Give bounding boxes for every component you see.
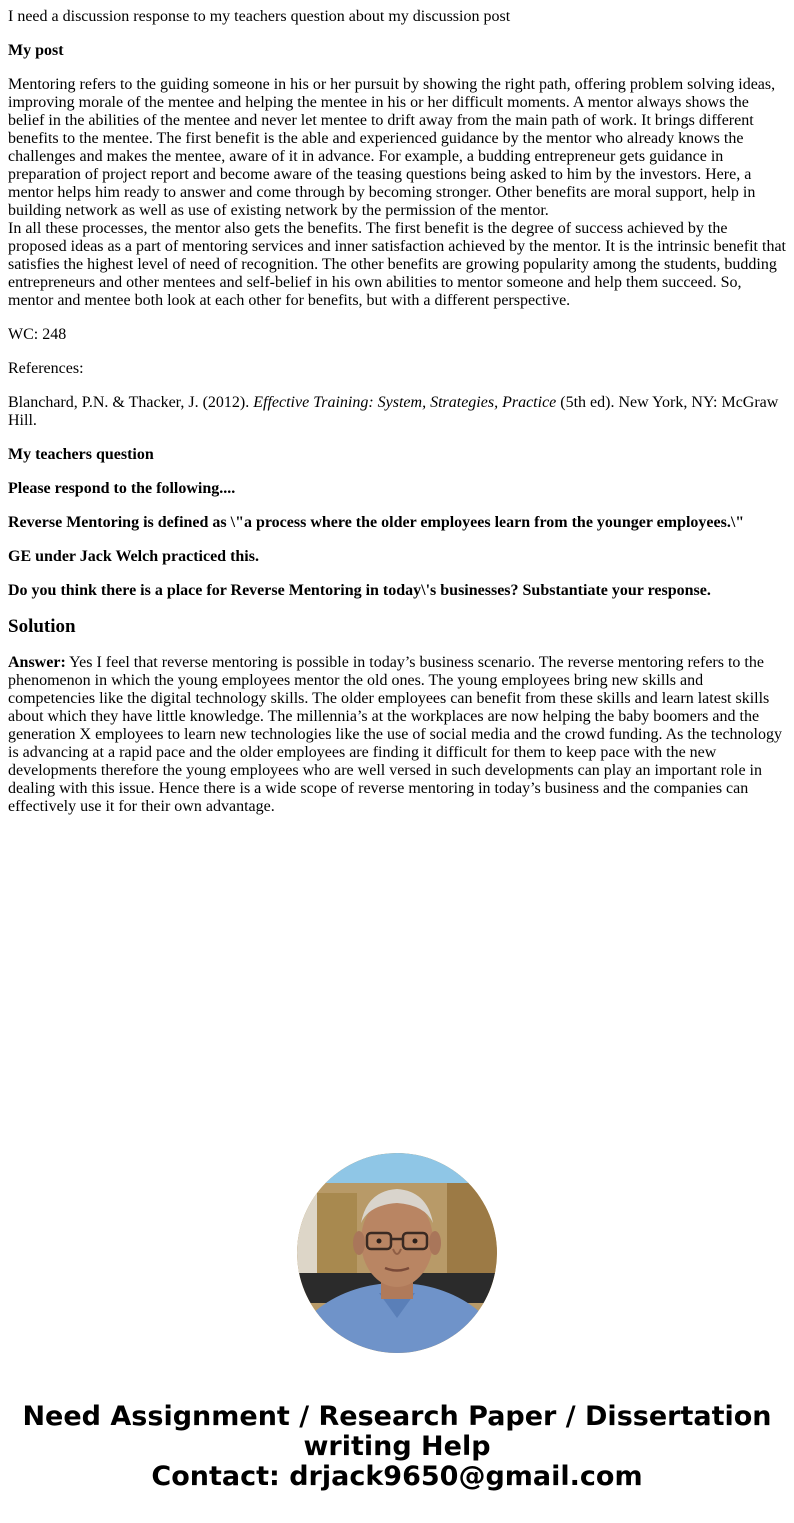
teacher-question-heading: My teachers question <box>8 446 154 463</box>
footer-line-1: Need Assignment / Research Paper / Dissertation <box>22 1401 772 1432</box>
author-avatar <box>297 1153 497 1353</box>
answer-label: Answer: <box>8 654 66 671</box>
teacher-question-line-2: Reverse Mentoring is defined as \"a process where the older employees learn from the younger employees.\" <box>8 514 745 531</box>
solution-answer <box>8 654 788 816</box>
footer-contact-email: Contact: drjack9650@gmail.com <box>151 1461 643 1492</box>
reference-authors: Blanchard, P.N. & Thacker, J. (2012). <box>8 394 254 411</box>
my-post-paragraph-1: Mentoring refers to the guiding someone in his or her pursuit by showing the right path, offering problem solving ideas, improving morale of the mentee and helping the mentee in his or her difficult moments. A mentor always shows the belief in the abilities of the mentee and never let mentee to drift away from the main path of work. It brings different benefits to the mentee. The first benefit is the able and experienced guidance by the mentor who already knows the challenges and makes the mentee, aware of it in advance. For example, a budding entrepreneur gets guidance in preparation of project report and become aware of the teasing questions being asked to him by the investors. Here, a mentor helps him ready to answer and come through by becoming stronger. Other benefits are moral support, help in building network as well as use of existing network by the permission of the mentor. <box>8 76 776 219</box>
reference-publisher: (5th ed). New York, NY: McGraw Hill. <box>8 394 779 429</box>
teacher-question-line-3: GE under Jack Welch practiced this. <box>8 548 259 565</box>
references-label: References: <box>8 360 84 377</box>
answer-text: Yes I feel that reverse mentoring is possible in today’s business scenario. The reverse mentoring refers to the phenomenon in which the young employees mentor the old ones. The young employees bring new skills and competencies like the digital technology skills. The older employees can benefit from these skills and learn latest skills about which they have little knowledge. The millennia’s at the workplaces are now helping the baby boomers and the generation X employees to learn new technologies like the use of social media and the crowd funding. As the technology is advancing at a rapid pace and the older employees are finding it difficult for them to keep pace with the new developments therefore the young employees who are well versed in such developments can play an important role in dealing with this issue. Hence there is a wide scope of reverse mentoring in today’s business and the companies can effectively use it for their own advantage. <box>8 654 782 815</box>
author-portrait-image <box>297 1153 497 1353</box>
reference-entry <box>8 394 788 430</box>
word-count: WC: 248 <box>8 326 67 343</box>
reference-title: Effective Training: System, Strategies, Practice <box>253 394 557 411</box>
footer-line-2: writing Help <box>303 1431 491 1462</box>
my-post-paragraph-2: In all these processes, the mentor also gets the benefits. The first benefit is the degree of success achieved by the proposed ideas as a part of mentoring services and inner satisfaction achieved by the mentor. It is the intrinsic benefit that satisfies the highest level of need of recognition. The other benefits are growing popularity among the students, budding entrepreneurs and other mentees and self-belief in his own abilities to mentor someone and help them succeed. So, mentor and mentee both look at each other for benefits, but with a different perspective. <box>8 220 786 309</box>
my-post-body <box>8 76 788 310</box>
document-content <box>8 8 788 832</box>
contact-footer <box>0 1402 794 1492</box>
my-post-heading: My post <box>8 42 64 59</box>
solution-heading: Solution <box>8 616 76 637</box>
teacher-question-line-4: Do you think there is a place for Reverse Mentoring in today\'s businesses? Substantiate your response. <box>8 582 711 599</box>
intro-text: I need a discussion response to my teachers question about my discussion post <box>8 8 511 25</box>
teacher-question-line-1: Please respond to the following.... <box>8 480 236 497</box>
